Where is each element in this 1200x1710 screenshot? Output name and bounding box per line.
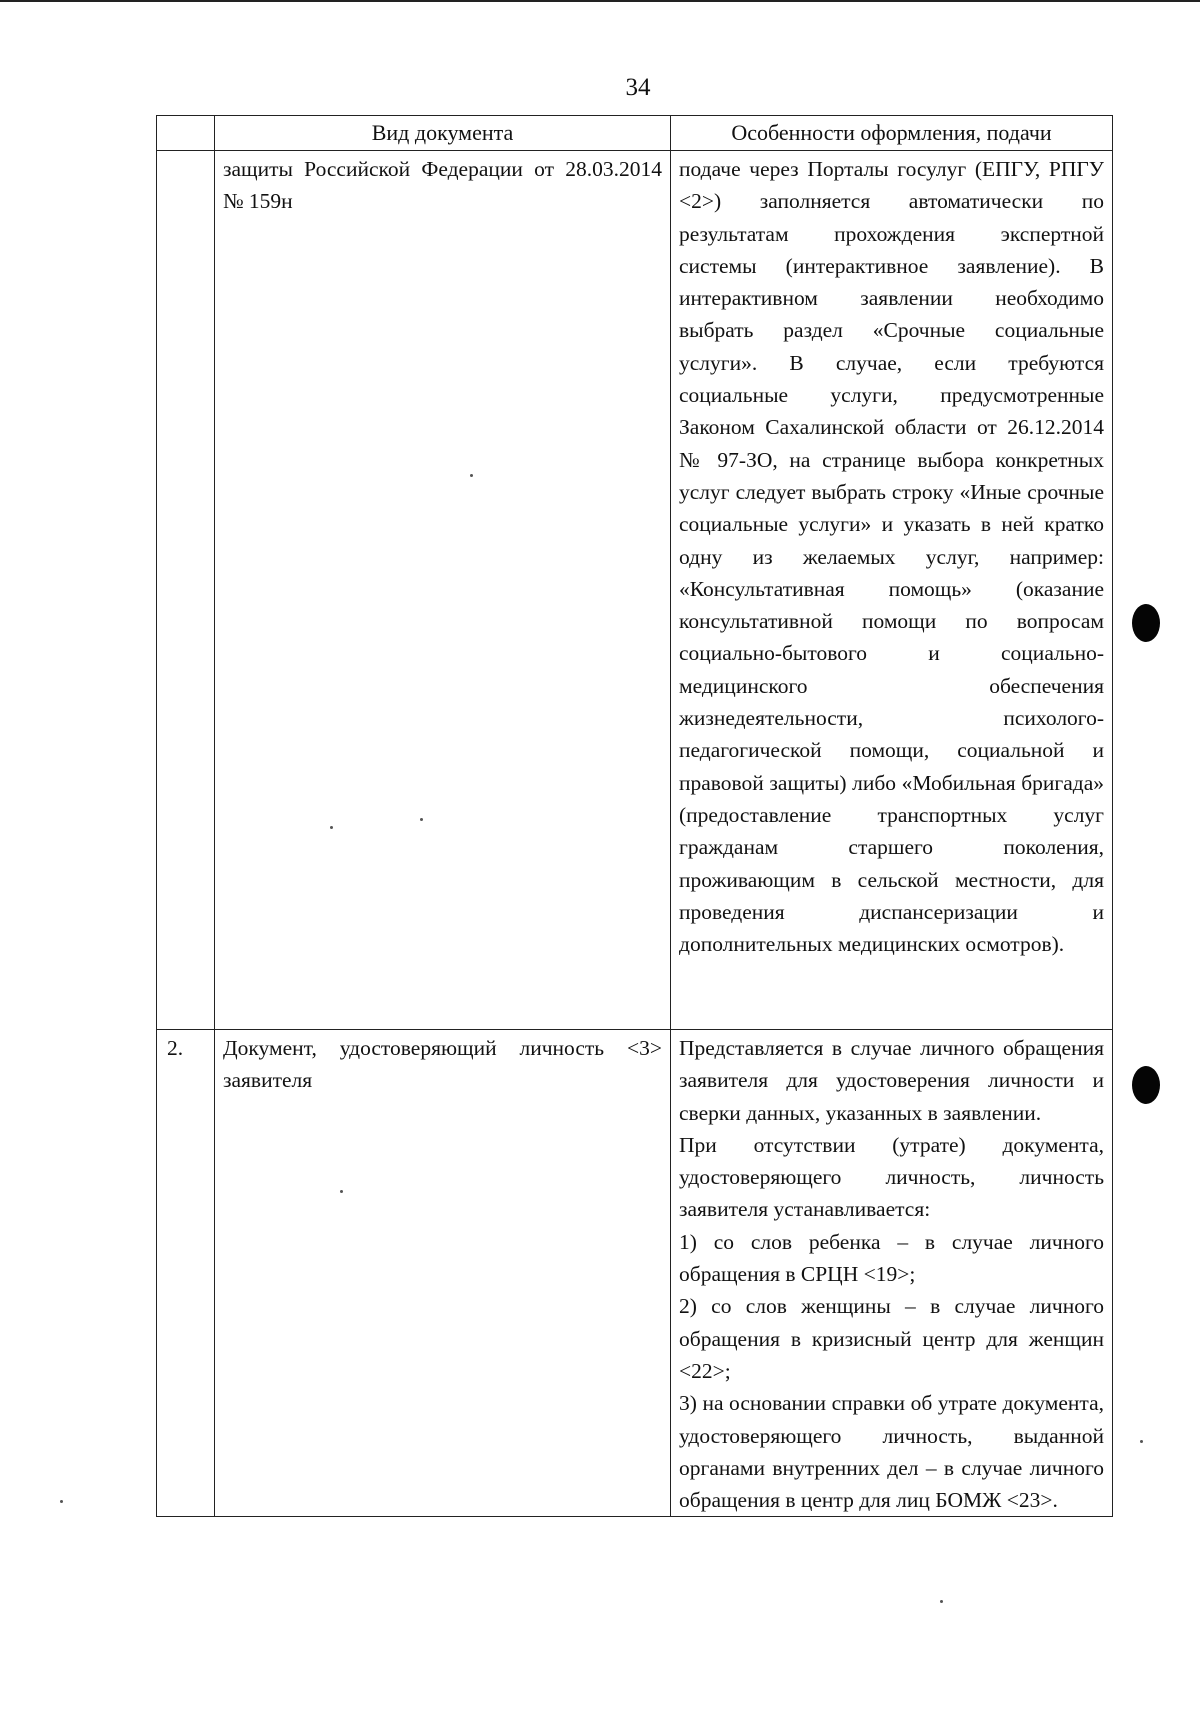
document-type-cell xyxy=(215,151,671,1030)
scan-speck xyxy=(60,1500,63,1503)
scan-speck xyxy=(940,1600,943,1603)
scan-speck xyxy=(1140,1440,1143,1443)
document-type: защиты Российской Федерации от 28.03.2014 № 159н xyxy=(223,157,662,214)
header-submission-details: Особенности оформления, подачи xyxy=(671,116,1113,151)
scan-speck xyxy=(330,826,333,829)
scan-speck xyxy=(420,818,423,821)
document-table xyxy=(156,115,1113,1517)
table-header-row xyxy=(157,116,1113,151)
binder-hole-mark xyxy=(1132,604,1160,642)
row-number xyxy=(157,151,214,153)
row-number-cell xyxy=(157,151,215,1030)
table-row xyxy=(157,1030,1113,1517)
table-row xyxy=(157,151,1113,1030)
details-list-item: 3) на основании справки об утрате документа, удостоверяющего личность, выданной органами внутренних дел – в случае личного обращения в центр для лиц БОМЖ <23>. xyxy=(679,1391,1104,1513)
details-list-item: 1) со слов ребенка – в случае личного обращения в СРЦН <19>; xyxy=(679,1229,1104,1287)
document-type-cell xyxy=(215,1030,671,1517)
row-number-cell xyxy=(157,1030,215,1517)
binder-hole-mark xyxy=(1132,1066,1160,1104)
scan-speck xyxy=(470,474,473,477)
document-type: Документ, удостоверяющий личность <3> заявителя xyxy=(223,1036,662,1093)
header-number xyxy=(157,116,215,151)
page-number: 34 xyxy=(625,74,651,101)
details-paragraph: Представляется в случае личного обращения заявителя для удостоверения личности и сверки данных, указанных в заявлении. xyxy=(679,1036,1104,1125)
details-list-item: 2) со слов женщины – в случае личного обращения в кризисный центр для женщин <22>; xyxy=(679,1294,1104,1383)
header-document-type: Вид документа xyxy=(215,116,671,151)
submission-details-cell xyxy=(671,151,1113,1030)
details-paragraph: подаче через Порталы госулуг (ЕПГУ, РПГУ <2>) заполняется автоматически по результатам прохождения экспертной системы (интерактивное заявление). В интерактивном заявлении необходимо выбрать раздел «Срочные социальные услуги». В случае, если требуются социальные услуги, предусмотренные Законом Сахалинской области от 26.12.2014 № 97-ЗО, на странице выбора конкретных услуг следует выбрать строку «Иные срочные социальные услуги» и указать в ней кратко одну из желаемых услуг, например: «Консультативная помощь» (оказание консультативной помощи по вопросам социально-бытового и социально-медицинского обеспечения жизнедеятельности, психолого-педагогической помощи, социальной и правовой защиты) либо «Мобильная бригада» (предоставление транспортных услуг гражданам старшего поколения, проживающим в сельской местности, для проведения диспансеризации и дополнительных медицинских осмотров). xyxy=(679,157,1104,957)
submission-details-cell xyxy=(671,1030,1113,1517)
row-number: 2. xyxy=(167,1036,184,1060)
scan-speck xyxy=(340,1190,343,1193)
details-paragraph: При отсутствии (утрате) документа, удостоверяющего личность, личность заявителя устанавливается: xyxy=(679,1132,1104,1222)
page-top-edge-line xyxy=(0,0,1200,2)
